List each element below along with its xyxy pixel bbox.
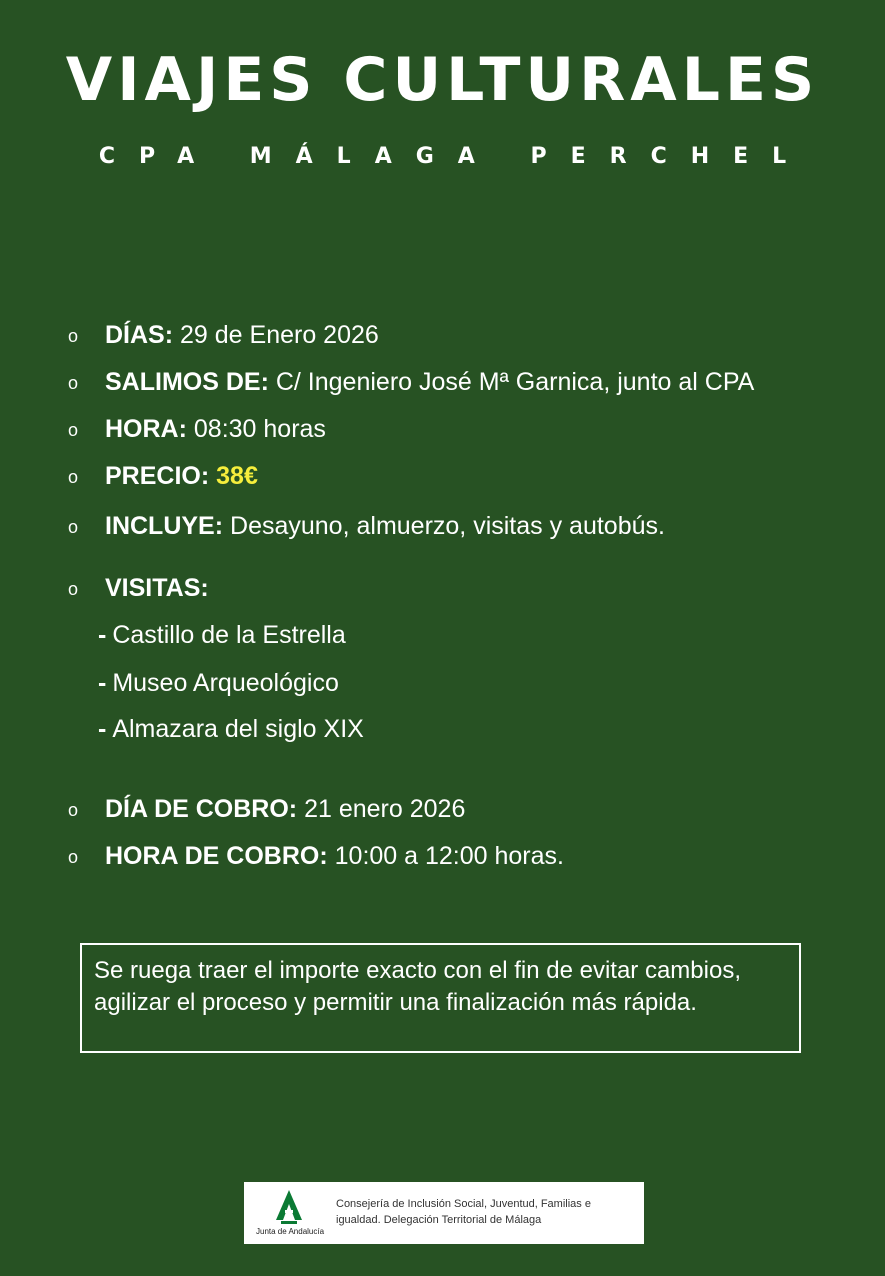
visit-item [98, 713, 364, 745]
detail-incluye [68, 510, 665, 543]
detail-value: 10:00 a 12:00 horas. [334, 842, 564, 870]
bullet-marker: o [68, 517, 79, 538]
detail-value: 21 enero 2026 [304, 795, 466, 823]
footer-banner [244, 1182, 644, 1244]
detail-label: INCLUYE: [105, 512, 224, 540]
detail-salimos [68, 366, 754, 399]
junta-logo [256, 1190, 325, 1240]
dash-marker: - [98, 715, 107, 743]
bullet-marker: o [68, 847, 79, 868]
detail-label: DÍAS: [105, 321, 174, 349]
bullet-marker: o [68, 373, 79, 394]
bullet-marker: o [68, 326, 79, 347]
detail-dia-cobro [68, 793, 465, 826]
detail-hora [68, 413, 326, 446]
visit-item [98, 667, 339, 699]
dash-marker: - [98, 621, 107, 649]
detail-value: C/ Ingeniero José Mª Garnica, junto al CPA [275, 368, 755, 396]
detail-value: 29 de Enero 2026 [180, 321, 379, 349]
detail-label: HORA: [105, 415, 187, 443]
page-subtitle: CPA MÁLAGA PERCHEL [98, 144, 811, 169]
junta-de-andalucia-logo-icon [276, 1190, 302, 1224]
detail-hora-cobro [68, 840, 564, 873]
footer-line-1: Consejería de Inclusión Social, Juventud, Familias e [336, 1198, 591, 1210]
bullet-marker: o [68, 467, 79, 488]
footer-text [336, 1196, 636, 1228]
detail-label: HORA DE COBRO: [105, 842, 328, 870]
price-value: 38€ [216, 462, 258, 490]
detail-label: VISITAS: [105, 574, 209, 602]
footer-line-2: igualdad. Delegación Territorial de Málaga [336, 1214, 542, 1226]
detail-value: Desayuno, almuerzo, visitas y autobús. [230, 512, 665, 540]
bullet-marker: o [68, 579, 79, 600]
detail-visitas [68, 572, 209, 605]
visit-item [98, 619, 346, 651]
detail-label: DÍA DE COBRO: [105, 795, 298, 823]
note-text: Se ruega traer el importe exacto con el fin de evitar cambios, agilizar el proceso y permitir una finalización más rápida. [94, 957, 741, 1016]
dash-marker: - [98, 669, 107, 697]
visit-item-label: Museo Arqueológico [112, 669, 339, 697]
bullet-marker: o [68, 800, 79, 821]
detail-label: SALIMOS DE: [105, 368, 269, 396]
visit-item-label: Almazara del siglo XIX [112, 715, 364, 743]
logo-text: Junta de Andalucía [256, 1227, 325, 1236]
note-box [80, 943, 801, 1053]
detail-precio [68, 460, 258, 493]
page-title: VIAJES CULTURALES [65, 45, 820, 115]
detail-label: PRECIO: [105, 462, 210, 490]
visit-item-label: Castillo de la Estrella [112, 621, 346, 649]
bullet-marker: o [68, 420, 79, 441]
detail-dias [68, 319, 379, 352]
detail-value: 08:30 horas [193, 415, 326, 443]
